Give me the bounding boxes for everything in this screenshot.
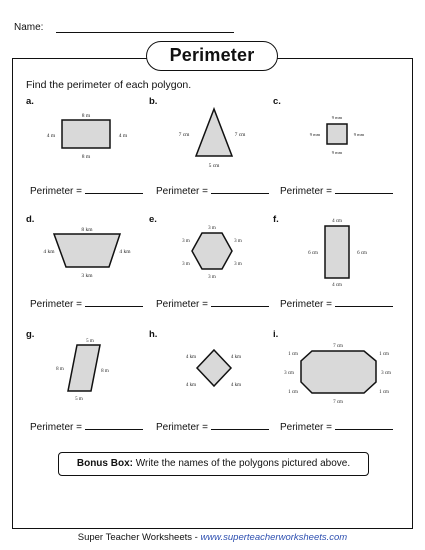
- label-i-left: 3 cm: [284, 371, 294, 376]
- parallelogram-shape-g: [44, 334, 124, 404]
- label-f-bottom: 4 cm: [332, 283, 342, 288]
- label-i-upper-right: 1 cm: [379, 352, 389, 357]
- label-d-bottom: 3 km: [81, 273, 93, 279]
- label-e-upper-right: 3 m: [234, 239, 242, 244]
- rhombus-shape-h: [176, 346, 252, 396]
- label-f-left: 6 cm: [308, 251, 318, 256]
- label-a-bottom: 8 m: [81, 154, 91, 160]
- answer-g[interactable]: Perimeter =: [30, 419, 143, 433]
- label-g-top: 5 m: [86, 339, 94, 344]
- label-h-upper-left: 4 km: [185, 355, 197, 360]
- square-shape-c: [300, 112, 380, 162]
- answer-a[interactable]: Perimeter =: [30, 183, 143, 197]
- footer-url[interactable]: www.superteacherworksheets.com: [200, 532, 348, 543]
- label-c-right: 9 mm: [353, 132, 365, 137]
- label-g-right: 8 m: [101, 369, 109, 374]
- triangle-shape-b: [170, 106, 260, 174]
- label-i-right: 3 cm: [381, 371, 391, 376]
- answer-d[interactable]: Perimeter =: [30, 296, 143, 310]
- label-c-top: 9 mm: [331, 115, 343, 120]
- label-g-left: 8 m: [56, 367, 64, 372]
- problem-e-letter: e.: [149, 214, 157, 225]
- label-c-bottom: 9 mm: [331, 150, 343, 155]
- label-a-right: 4 m: [118, 133, 128, 139]
- trapezoid-shape-d: [30, 222, 140, 282]
- label-i-lower-right: 1 cm: [379, 390, 389, 395]
- footer: [0, 532, 425, 543]
- label-e-bottom: 3 m: [208, 275, 216, 280]
- label-h-lower-right: 4 km: [230, 383, 242, 388]
- label-f-right: 6 cm: [357, 251, 367, 256]
- problem-c-letter: c.: [273, 96, 281, 107]
- footer-text: Super Teacher Worksheets -: [77, 532, 201, 543]
- label-g-bottom: 5 m: [75, 397, 83, 402]
- octagon-shape-i: [282, 337, 394, 407]
- label-a-left: 4 m: [46, 133, 56, 139]
- bonus-text: Write the names of the polygons pictured above.: [132, 458, 351, 469]
- answer-f[interactable]: Perimeter =: [280, 296, 393, 310]
- answer-c[interactable]: Perimeter =: [280, 183, 393, 197]
- bonus-box: [58, 452, 369, 476]
- problem-a-letter: a.: [26, 96, 34, 107]
- label-b-left: 7 cm: [178, 132, 190, 138]
- hexagon-shape-e: [176, 220, 252, 284]
- bonus-label: Bonus Box:: [76, 458, 133, 469]
- answer-i[interactable]: Perimeter =: [280, 419, 393, 433]
- label-i-upper-left: 1 cm: [288, 352, 298, 357]
- label-i-bottom: 7 cm: [333, 400, 343, 405]
- problem-f-letter: f.: [273, 214, 279, 225]
- problem-i-letter: i.: [273, 329, 279, 340]
- problem-h-letter: h.: [149, 329, 158, 340]
- problem-b-letter: b.: [149, 96, 158, 107]
- label-h-upper-right: 4 km: [230, 355, 242, 360]
- page-title: Perimeter: [146, 41, 278, 71]
- answer-h[interactable]: Perimeter =: [156, 419, 269, 433]
- label-f-top: 4 cm: [332, 219, 342, 224]
- label-b-right: 7 cm: [234, 132, 246, 138]
- label-e-upper-left: 3 m: [182, 239, 190, 244]
- label-h-lower-left: 4 km: [185, 383, 197, 388]
- answer-e[interactable]: Perimeter =: [156, 296, 269, 310]
- rectangle-shape-f: [300, 214, 380, 290]
- label-a-top: 8 m: [81, 113, 91, 119]
- label-e-lower-right: 3 m: [234, 262, 242, 267]
- label-d-top: 8 km: [81, 227, 93, 233]
- answer-b[interactable]: Perimeter =: [156, 183, 269, 197]
- label-i-top: 7 cm: [333, 344, 343, 349]
- problem-d-letter: d.: [26, 214, 35, 225]
- label-c-left: 9 mm: [309, 132, 321, 137]
- label-e-lower-left: 3 m: [182, 262, 190, 267]
- label-d-right: 4 km: [119, 249, 131, 255]
- name-label: Name:: [14, 22, 44, 33]
- instructions: Find the perimeter of each polygon.: [26, 79, 192, 91]
- label-b-bottom: 5 cm: [208, 163, 220, 169]
- rectangle-shape-a: [30, 108, 140, 164]
- label-e-top: 3 m: [208, 226, 216, 231]
- problem-g-letter: g.: [26, 329, 35, 340]
- name-line[interactable]: [56, 32, 234, 33]
- label-d-left: 4 km: [43, 249, 55, 255]
- label-i-lower-left: 1 cm: [288, 390, 298, 395]
